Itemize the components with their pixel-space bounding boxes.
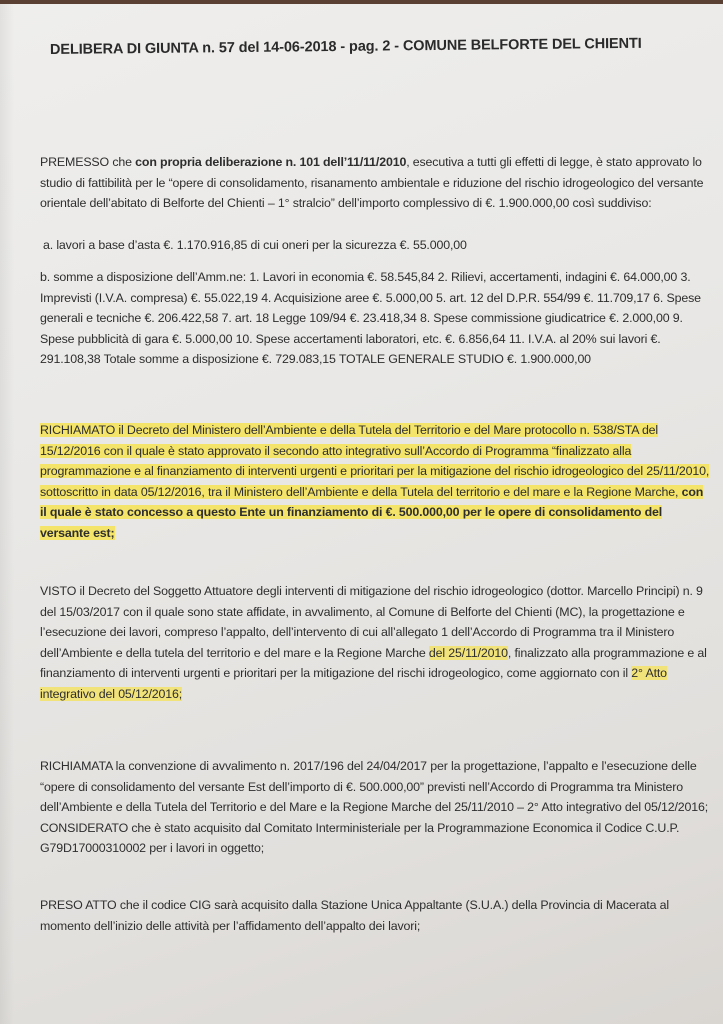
page-shadow xyxy=(0,4,14,1024)
premesso-rest: , esecutiva a tutti gli effetti di legge, è stato approvato lo studio di fattibilità per le “opere di consolidamento, risanamento ambientale e riduzione del rischio idrogeologico del versante orientale dell’abitato di Belforte del Chienti – 1° stralcio” dell’importo complessivo di €. 1.900.000,00 così suddiviso: xyxy=(40,155,704,211)
richiamato-bold: con il quale è stato concesso a questo Ente un finanziamento di €. 500.000,00 per le opere di consolidamento del versante est; xyxy=(40,484,704,540)
paragraph-premesso xyxy=(40,152,712,214)
item-a: a. lavori a base d’asta €. 1.170.916,85 di cui oneri per la sicurezza €. 55.000,00 xyxy=(43,238,467,252)
paragraph-richiamata: RICHIAMATA la convenzione di avvalimento n. 2017/196 del 24/04/2017 per la progettazione, l’appalto e l’esecuzione delle “opere di consolidamento del versante Est dell’importo di €. 500.000,00” previsti nell’Accordo di Programma tra Ministero dell’Ambiente e della Tutela del Territorio e del Mare e la Regione Marche del 25/11/2010 – 2° Atto integrativo del 05/12/2016; CONSIDERATO che è stato acquisito dal Comitato Interministeriale per la Programmazione Economica il Codice C.U.P. G79D17000310002 per i lavori in oggetto; xyxy=(40,759,709,856)
item-b: b. somme a disposizione dell’Amm.ne: 1. Lavori in economia €. 58.545,84 2. Rilievi, accertamenti, indagini €. 64.000,00 3. Imprevisti (I.V.A. compresa) €. 55.022,19 4. Acquisizione aree €. 5.000,00 5. art. 12 del D.P.R. 554/99 €. 11.709,17 6. Spese generali e tecniche €. 206.422,58 7. art. 18 Legge 109/94 €. 23.418,34 8. Spese commissione giudicatrice €. 2.000,00 9. Spese pubblicità di gara €. 5.000,00 10. Spese accertamenti laboratori, etc. €. 6.856,64 11. I.V.A. al 20% sui lavori €. 291.108,38 Totale somme a disposizione €. 729.083,15 TOTALE GENERALE STUDIO €. 1.900.000,00 xyxy=(40,270,701,367)
premesso-lead: PREMESSO che xyxy=(40,155,136,169)
paragraph-richiamato xyxy=(40,420,712,544)
visto-highlight-date: del 25/11/2010 xyxy=(428,645,508,660)
visto-part2: , finalizzato alla programmazione e al finanziamento di interventi urgenti e prioritari per la mitigazione del rischi idrogeologico, come aggiornato con il xyxy=(40,645,707,681)
document-page xyxy=(0,4,723,1024)
paragraph-preso-atto: PRESO ATTO che il codice CIG sarà acquisito dalla Stazione Unica Appaltante (S.U.A.) della Provincia di Macerata al momento dell’inizio delle attività per l’affidamento dell’appalto dei lavori; xyxy=(40,898,669,933)
richiamato-text: RICHIAMATO il Decreto del Ministero dell’Ambiente e della Tutela del Territorio e del Mare protocollo n. 538/STA del 15/12/2016 con il quale è stato approvato il secondo atto integrativo sull’Accordo di Programma “finalizzato alla programmazione e al finanziamento di interventi urgenti e prioritari per la mitigazione del rischio idrogeologico del 25/11/2010, sottoscritto in data 05/12/2016, tra il Ministero dell’Ambiente e della Tutela del territorio e del mare e la Regione Marche, xyxy=(40,423,710,499)
visto-highlight-atto: 2° Atto integrativo del 05/12/2016; xyxy=(40,666,667,701)
page-header: DELIBERA DI GIUNTA n. 57 del 14-06-2018 - pag. 2 - COMUNE BELFORTE DEL CHIENTI xyxy=(49,35,642,58)
premesso-bold: con propria deliberazione n. 101 dell’11/11/2010 xyxy=(135,155,407,169)
visto-part1: VISTO il Decreto del Soggetto Attuatore degli interventi di mitigazione del rischio idrogeologico (dottor. Marcello Principi) n. 9 del 15/03/2017 con il quale sono state affidate, in avvalimento, al Comune di Belforte del Chienti (MC), la progettazione e l’esecuzione dei lavori, compreso l’appalto, dell’intervento di cui all’allegato 1 dell’Accordo di Programma tra il Ministero dell’Ambiente e della tutela del territorio e del mare e la Regione Marche xyxy=(40,584,703,660)
paragraph-visto xyxy=(40,581,712,705)
